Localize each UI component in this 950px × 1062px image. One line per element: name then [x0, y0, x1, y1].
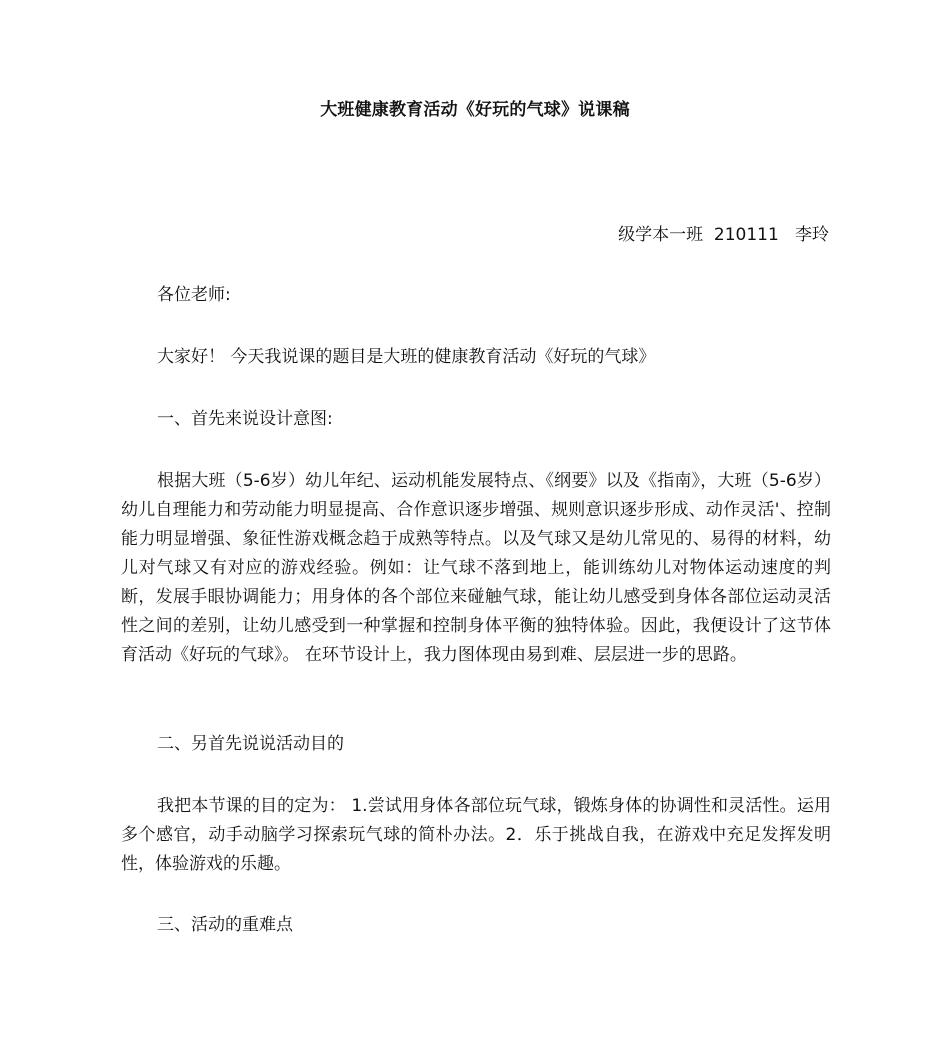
section1-heading: 一、首先来说设计意图: [157, 409, 333, 429]
section2-body: 我把本节课的目的定为： 1.尝试用身体各部位玩气球，锻炼身体的协调性和灵活性。运用多个感官，动手动脑学习探索玩气球的简朴办法。2．乐于挑战自我，在游戏中充足发挥发明性，体验游戏的乐趣。 [121, 796, 831, 874]
section2-heading: 二、另首先说说活动目的 [157, 734, 344, 754]
section1-body: 根据大班（5-6岁）幼儿年纪、运动机能发展特点、《纲要》以及《指南》，大班（5-6岁）幼儿自理能力和劳动能力明显提高、合作意识逐步增强、规则意识逐步形成、动作灵活'、控制能力明显增强、象征性游戏概念趋于成熟等特点。以及气球又是幼儿常见的、易得的材料，幼儿对气球又有对应的游戏经验。例如：让气球不落到地上，能训练幼儿对物体运动速度的判断，发展手眼协调能力；用身体的各个部位来碰触气球，能让幼儿感受到身体各部位运动灵活性之间的差别，让幼儿感受到一种掌握和控制身体平衡的独特体验。因此，我便设计了这节体育活动《好玩的气球》。 在环节设计上，我力图体现由易到难、层层进一步的思路。 [121, 471, 831, 665]
document-title: 大班健康教育活动《好玩的气球》说课稿 [320, 100, 630, 120]
greeting-paragraph: 各位老师: [157, 285, 231, 305]
hello-paragraph: 大家好！ 今天我说课的题目是大班的健康教育活动《好玩的气球》 [157, 347, 656, 367]
author-line: 级学本一班 210111 李玲 [618, 225, 829, 245]
section3-heading: 三、活动的重难点 [157, 915, 293, 935]
